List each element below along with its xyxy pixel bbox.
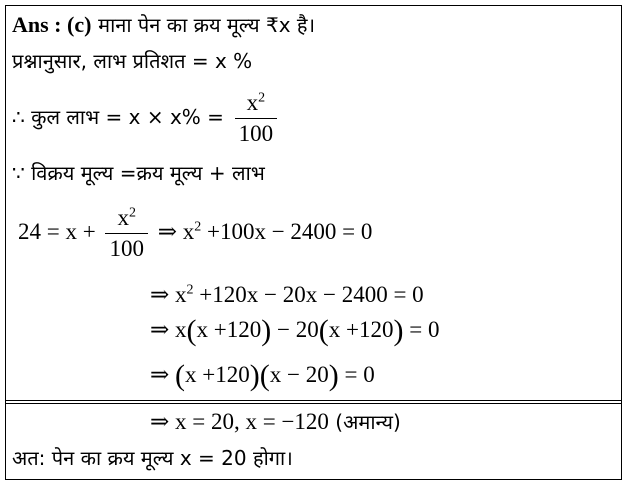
fraction-x2-over-100 (235, 90, 278, 147)
divider-line-2 (5, 403, 622, 404)
fraction-x2-over-100 (105, 205, 148, 262)
conclusion-line: अत: पेन का क्रय मूल्य x = 20 होगा। (12, 446, 293, 470)
fraction-numerator: $x^2$ (105, 205, 148, 234)
invalid-note: (अमान्य) (328, 410, 401, 434)
equation-line-3: ⇒ x(x +120) − 20(x +120) = 0 (150, 314, 440, 347)
solution-line (150, 409, 401, 435)
equation-line-2: ⇒ $x^2 +120x - 20x - 2400 = 0$ (150, 282, 424, 307)
answer-heading (12, 12, 315, 38)
equation-line-4: ⇒ (x +120)(x − 20) = 0 (150, 359, 375, 392)
profit-percent-line: प्रश्नानुसार, लाभ प्रतिशत = x % (12, 49, 253, 73)
fraction-denominator: 100 (109, 236, 144, 261)
solution-values: ⇒ x = 20, x = −120 (150, 409, 329, 434)
answer-option: Ans : (c) (12, 12, 92, 37)
equation-lhs: 24 = x + (18, 218, 96, 244)
fraction-denominator: 100 (238, 121, 274, 146)
selling-price-relation: ∵ विक्रय मूल्य =क्रय मूल्य + लाभ (12, 161, 265, 185)
assumption-text: माना पेन का क्रय मूल्य ₹x है। (98, 13, 316, 37)
total-profit-prefix: ∴ कुल लाभ = x × x% = (12, 105, 224, 129)
divider-line (5, 400, 622, 401)
fraction-numerator: $x^2$ (235, 90, 278, 119)
equation-line-1 (18, 205, 372, 262)
total-profit-line (12, 90, 281, 147)
equation-rhs: ⇒ $x^2 +100x - 2400 = 0$ (157, 218, 373, 244)
